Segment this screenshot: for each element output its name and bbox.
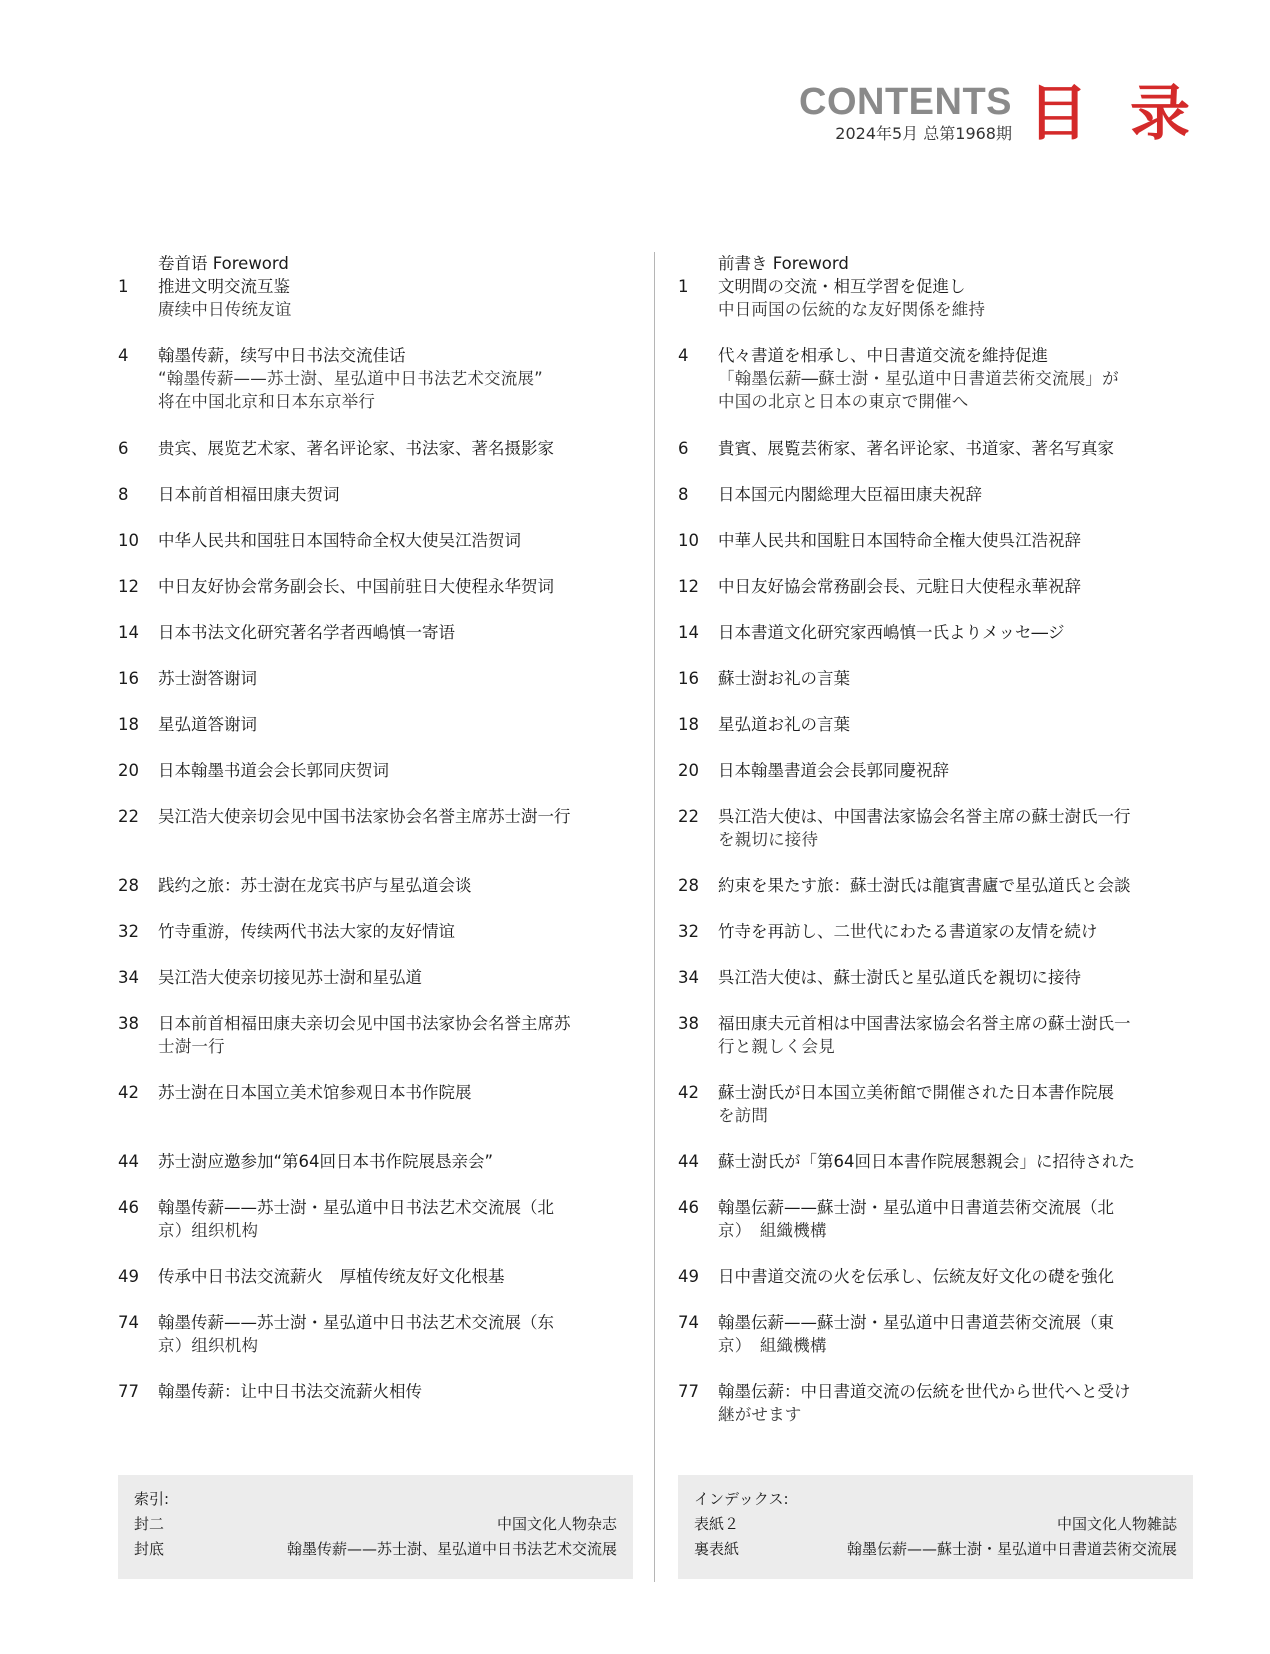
- index-value: 翰墨传薪——苏士澍、星弘道中日书法艺术交流展: [286, 1540, 617, 1558]
- entry-subtitle-line: 京）组织机构: [158, 1221, 259, 1240]
- page-number: 20: [118, 761, 139, 780]
- entry-title-line: 推进文明交流互鉴: [158, 277, 290, 296]
- entry-title-line: 中華人民共和国駐日本国特命全権大使呉江浩祝辞: [718, 531, 1081, 550]
- index-row: [694, 1537, 1177, 1562]
- entry-title-line: 蘇士澍お礼の言葉: [718, 669, 850, 688]
- entry-title-line: 蘇士澍氏が日本国立美術館で開催された日本書作院展: [718, 1083, 1114, 1102]
- entry-title: [158, 667, 633, 690]
- entry-subtitle-line: 将在中国北京和日本东京举行: [158, 392, 376, 411]
- entry-title-line: 翰墨伝薪——蘇士澍・星弘道中日書道芸術交流展（東: [718, 1313, 1114, 1332]
- page-number: 77: [118, 1382, 139, 1401]
- entry-title: [718, 966, 1193, 989]
- entry-title-line: 日本书法文化研究著名学者西嶋慎一寄语: [158, 623, 455, 642]
- page-number: 42: [118, 1083, 139, 1102]
- entry-subtitle-line: 行と親しく会見: [718, 1037, 835, 1056]
- entry-title: [158, 713, 633, 736]
- page-number: 12: [678, 577, 699, 596]
- index-row: [134, 1512, 617, 1537]
- index-value: 中国文化人物杂志: [496, 1515, 617, 1533]
- entry-title-line: 中日友好協会常務副会長、元駐日大使程永華祝辞: [718, 577, 1081, 596]
- page-number: 34: [118, 968, 139, 987]
- entry-subtitle-line: 赓续中日传统友谊: [158, 300, 292, 319]
- page-number: 44: [678, 1152, 699, 1171]
- entry-title-line: 貴賓、展覧芸術家、著名评论家、书道家、著名写真家: [718, 439, 1114, 458]
- entry-title-line: 苏士澍应邀参加“第64回日本书作院展恳亲会”: [158, 1152, 494, 1171]
- entry-title: [158, 437, 633, 460]
- entry-title-line: 翰墨伝薪——蘇士澍・星弘道中日書道芸術交流展（北: [718, 1198, 1114, 1217]
- entry-title-line: 日本国元内閣総理大臣福田康夫祝辞: [718, 485, 982, 504]
- entry-subtitle-line: 京）组织机构: [158, 1336, 259, 1355]
- entry-title: [158, 759, 633, 782]
- toc-column-japanese: 前書き Foreword 1 文明間の交流・相互学習を促進し 中日両国の伝統的な友好関係を維持 4 代々書道を相承し、中日書道交流を維持促進 「翰墨伝薪―蘇士澍・星弘道中日書道芸術交流展」が 中国の北京と日本の東京で開催へ 6 貴賓、展覧芸術家、著名评论家、书道家、著名写真家 8 日本国元内閣総理大臣福田康夫祝辞 10 中華人民共和国駐日本国特命全権大使呉江浩祝辞 12 中日友好協会常務副会長、元駐日大使程永華祝辞 14 日本書道文化研究家西嶋慎一氏よりメッセ―ジ 16 蘇士澍お礼の言葉 18 星弘道お礼の言葉 20 日本翰墨書道会会長郭同慶祝辞 22 呉江浩大使は、中国書法家協会名誉主席の蘇士澍氏一行 を親切に接待 28 約束を果たす旅：蘇士澍氏は龍賓書廬で星弘道氏と会談 32 竹寺を再訪し、二世代にわたる書道家の友情を続け 34 呉江浩大使は、蘇士澍氏と星弘道氏を親切に接待 38 福田康夫元首相は中国書法家協会名誉主席の蘇士澍氏一 行と親しく会見 42 蘇士澍氏が日本国立美術館で開催された日本書作院展 を訪問 44 蘇士澍氏が「第64回日本書作院展懇親会」に招待された 46 翰墨伝薪——蘇士澍・星弘道中日書道芸術交流展（北 京） 組織機構 49 日中書道交流の火を伝承し、伝統友好文化の礎を強化 74 翰墨伝薪——蘇士澍・星弘道中日書道芸術交流展（東 京） 組織機構 77 翰墨伝薪：中日書道交流の伝統を世代から世代へと受け 継がせます インデックス: 表紙２ 中国文化人物雑誌 裏表紙 翰墨伝薪——蘇士澍・星弘道中日書道芸術交流展: [678, 252, 1193, 1582]
- entry-title-line: 苏士澍在日本国立美术馆参观日本书作院展: [158, 1083, 472, 1102]
- entry-title-line: 日中書道交流の火を伝承し、伝統友好文化の礎を強化: [718, 1267, 1114, 1286]
- entry-title-line: 竹寺を再訪し、二世代にわたる書道家の友情を続け: [718, 922, 1098, 941]
- entry-title-line: 日本翰墨书道会会长郭同庆贺词: [158, 761, 389, 780]
- entry-title: [158, 874, 633, 897]
- entry-title: [718, 1311, 1193, 1357]
- entry-title-line: 中日友好协会常务副会长、中国前驻日大使程永华贺词: [158, 577, 554, 596]
- entry-title-line: 竹寺重游，传续两代书法大家的友好情谊: [158, 922, 455, 941]
- page-number: 77: [678, 1382, 699, 1401]
- entry-title: [158, 1380, 633, 1403]
- entry-title: [158, 1196, 633, 1242]
- page-number: 42: [678, 1083, 699, 1102]
- entry-title: [718, 1265, 1193, 1288]
- entry-title-line: 星弘道お礼の言葉: [718, 715, 850, 734]
- entry-title-line: 呉江浩大使は、蘇士澍氏と星弘道氏を親切に接待: [718, 968, 1081, 987]
- entry-title: [718, 621, 1193, 644]
- entry-title-line: 中华人民共和国驻日本国特命全权大使吴江浩贺词: [158, 531, 521, 550]
- entry-title: [718, 1196, 1193, 1242]
- entry-title: [718, 667, 1193, 690]
- entry-subtitle-line: を親切に接待: [718, 830, 819, 849]
- page-number: 4: [118, 346, 129, 365]
- entry-title: [718, 275, 1193, 321]
- page-number: 32: [678, 922, 699, 941]
- index-row: [694, 1512, 1177, 1537]
- entry-subtitle-line: 士澍一行: [158, 1037, 225, 1056]
- index-box-japanese: [678, 1475, 1193, 1579]
- page-number: 74: [678, 1313, 699, 1332]
- entry-title: [158, 529, 633, 552]
- page-number: 10: [678, 531, 699, 550]
- entry-title: [158, 1311, 633, 1357]
- entry-title-line: 苏士澍答谢词: [158, 669, 257, 688]
- entry-title: [718, 529, 1193, 552]
- entry-title-line: 贵宾、展览艺术家、著名评论家、书法家、著名摄影家: [158, 439, 554, 458]
- entry-title-line: 日本前首相福田康夫亲切会见中国书法家协会名誉主席苏: [158, 1014, 571, 1033]
- entry-title-line: 蘇士澍氏が「第64回日本書作院展懇親会」に招待された: [718, 1152, 1135, 1171]
- entry-title: [718, 1012, 1193, 1058]
- index-key: 封底: [134, 1540, 165, 1558]
- entry-title-line: 吴江浩大使亲切接见苏士澍和星弘道: [158, 968, 422, 987]
- page-number: 28: [678, 876, 699, 895]
- page-number: 8: [118, 485, 129, 504]
- page-number: 32: [118, 922, 139, 941]
- page-number: 74: [118, 1313, 139, 1332]
- page-number: 20: [678, 761, 699, 780]
- entry-title-line: 代々書道を相承し、中日書道交流を維持促進: [718, 346, 1048, 365]
- entry-title-line: 呉江浩大使は、中国書法家協会名誉主席の蘇士澍氏一行: [718, 807, 1131, 826]
- page-number: 49: [118, 1267, 139, 1286]
- entry-title-line: 践约之旅：苏士澍在龙宾书庐与星弘道会谈: [158, 876, 472, 895]
- entry-title: [158, 1012, 633, 1058]
- entry-title-line: 翰墨传薪——苏士澍・星弘道中日书法艺术交流展（北: [158, 1198, 554, 1217]
- entry-title: [158, 483, 633, 506]
- page-number: 44: [118, 1152, 139, 1171]
- entry-title: [718, 575, 1193, 598]
- page-number: 18: [678, 715, 699, 734]
- index-key: 裏表紙: [694, 1540, 740, 1558]
- page-number: 18: [118, 715, 139, 734]
- page-number: 6: [678, 439, 689, 458]
- entry-title: [718, 1380, 1193, 1426]
- index-key: 表紙２: [694, 1515, 740, 1533]
- page-number: 49: [678, 1267, 699, 1286]
- entry-title: [718, 344, 1193, 413]
- entry-subtitle-line: “翰墨传薪——苏士澍、星弘道中日书法艺术交流展”: [158, 369, 543, 388]
- entry-subtitle-line: 継がせます: [718, 1405, 802, 1424]
- entry-title-line: 翰墨传薪，续写中日书法交流佳话: [158, 346, 406, 365]
- page-number: 8: [678, 485, 689, 504]
- toc-column-chinese: 卷首语 Foreword 1 推进文明交流互鉴 赓续中日传统友谊 4 翰墨传薪，续写中日书法交流佳话 “翰墨传薪——苏士澍、星弘道中日书法艺术交流展” 将在中国北京和日本东京举行 6 贵宾、展览艺术家、著名评论家、书法家、著名摄影家 8 日本前首相福田康夫贺词 10 中华人民共和国驻日本国特命全权大使吴江浩贺词 12 中日友好协会常务副会长、中国前驻日大使程永华贺词 14 日本书法文化研究著名学者西嶋慎一寄语 16 苏士澍答谢词 18 星弘道答谢词 20 日本翰墨书道会会长郭同庆贺词 22 吴江浩大使亲切会见中国书法家协会名誉主席苏士澍一行 28 践约之旅：苏士澍在龙宾书庐与星弘道会谈 32 竹寺重游，传续两代书法大家的友好情谊 34 吴江浩大使亲切接见苏士澍和星弘道 38 日本前首相福田康夫亲切会见中国书法家协会名誉主席苏 士澍一行 42 苏士澍在日本国立美术馆参观日本书作院展 44 苏士澍应邀参加“第64回日本书作院展恳亲会” 46 翰墨传薪——苏士澍・星弘道中日书法艺术交流展（北 京）组织机构 49 传承中日书法交流薪火 厚植传统友好文化根基 74 翰墨传薪——苏士澍・星弘道中日书法艺术交流展（东 京）组织机构 77 翰墨传薪：让中日书法交流薪火相传 索引: 封二 中国文化人物杂志 封底 翰墨传薪——苏士澍、星弘道中日书法艺术交流展: [118, 252, 633, 1582]
- entry-title: [718, 805, 1193, 851]
- page-number: 34: [678, 968, 699, 987]
- entry-title: [158, 1081, 633, 1104]
- contents-heading: CONTENTS: [799, 81, 1012, 123]
- entry-title-line: 日本前首相福田康夫贺词: [158, 485, 340, 504]
- entry-title: [158, 920, 633, 943]
- entry-subtitle-line: 京） 組織機構: [718, 1221, 827, 1240]
- entry-title: [718, 437, 1193, 460]
- entry-subtitle-line: 京） 組織機構: [718, 1336, 827, 1355]
- entry-title: [718, 759, 1193, 782]
- entry-title: [718, 874, 1193, 897]
- entry-title-line: 吴江浩大使亲切会见中国书法家协会名誉主席苏士澍一行: [158, 807, 571, 826]
- entry-title-line: 星弘道答谢词: [158, 715, 257, 734]
- entry-subtitle-line: 「翰墨伝薪―蘇士澍・星弘道中日書道芸術交流展」が: [718, 369, 1119, 388]
- entry-title-line: 日本翰墨書道会会長郭同慶祝辞: [718, 761, 949, 780]
- page-number: 14: [118, 623, 139, 642]
- entry-subtitle-line: 中日両国の伝統的な友好関係を維持: [718, 300, 986, 319]
- entry-title-line: 翰墨伝薪：中日書道交流の伝統を世代から世代へと受け: [718, 1382, 1131, 1401]
- page-number: 6: [118, 439, 129, 458]
- page-number: 1: [678, 277, 689, 296]
- entry-title: [158, 1265, 633, 1288]
- page-number: 46: [118, 1198, 139, 1217]
- page-number: 16: [678, 669, 699, 688]
- entry-title: [718, 713, 1193, 736]
- page-number: 4: [678, 346, 689, 365]
- page-number: 38: [678, 1014, 699, 1033]
- page-number: 1: [118, 277, 129, 296]
- page-number: 14: [678, 623, 699, 642]
- index-value: 中国文化人物雑誌: [1056, 1515, 1177, 1533]
- entry-title: [158, 575, 633, 598]
- index-heading: 索引:: [134, 1490, 170, 1508]
- entry-title-line: 传承中日书法交流薪火 厚植传统友好文化根基: [158, 1267, 505, 1286]
- issue-info: 2024年5月 总第1968期: [835, 124, 1012, 143]
- entry-title: [158, 966, 633, 989]
- entry-title: [158, 1150, 633, 1173]
- index-row: [134, 1537, 617, 1562]
- index-value: 翰墨伝薪——蘇士澍・星弘道中日書道芸術交流展: [846, 1540, 1177, 1558]
- entry-title-line: 約束を果たす旅：蘇士澍氏は龍賓書廬で星弘道氏と会談: [718, 876, 1131, 895]
- page-number: 22: [678, 807, 699, 826]
- entry-title: [718, 1150, 1193, 1173]
- entry-title: [158, 805, 633, 828]
- entry-title-line: 福田康夫元首相は中国書法家協会名誉主席の蘇士澍氏一: [718, 1014, 1131, 1033]
- column-divider: [654, 252, 655, 1582]
- entry-title-line: 翰墨传薪：让中日书法交流薪火相传: [158, 1382, 422, 1401]
- entry-title-line: 文明間の交流・相互学習を促進し: [718, 277, 966, 296]
- page-number: 12: [118, 577, 139, 596]
- page-number: 28: [118, 876, 139, 895]
- mulu-title: 目录: [1028, 79, 1232, 149]
- entry-title: [158, 275, 633, 321]
- entry-title: [718, 920, 1193, 943]
- entry-subtitle-line: 中国の北京と日本の東京で開催へ: [718, 392, 969, 411]
- page-number: 16: [118, 669, 139, 688]
- entry-title: [158, 621, 633, 644]
- index-box-chinese: [118, 1475, 633, 1579]
- index-heading: インデックス:: [694, 1490, 789, 1508]
- page-number: 46: [678, 1198, 699, 1217]
- page-number: 38: [118, 1014, 139, 1033]
- page-header: [590, 79, 1232, 152]
- entry-title-line: 翰墨传薪——苏士澍・星弘道中日书法艺术交流展（东: [158, 1313, 554, 1332]
- page-number: 22: [118, 807, 139, 826]
- entry-title: [718, 1081, 1193, 1127]
- page-number: 10: [118, 531, 139, 550]
- entry-subtitle-line: を訪問: [718, 1106, 769, 1125]
- index-key: 封二: [134, 1515, 165, 1533]
- entry-title: [718, 483, 1193, 506]
- entry-title: [158, 344, 633, 413]
- entry-title-line: 日本書道文化研究家西嶋慎一氏よりメッセ―ジ: [718, 623, 1065, 642]
